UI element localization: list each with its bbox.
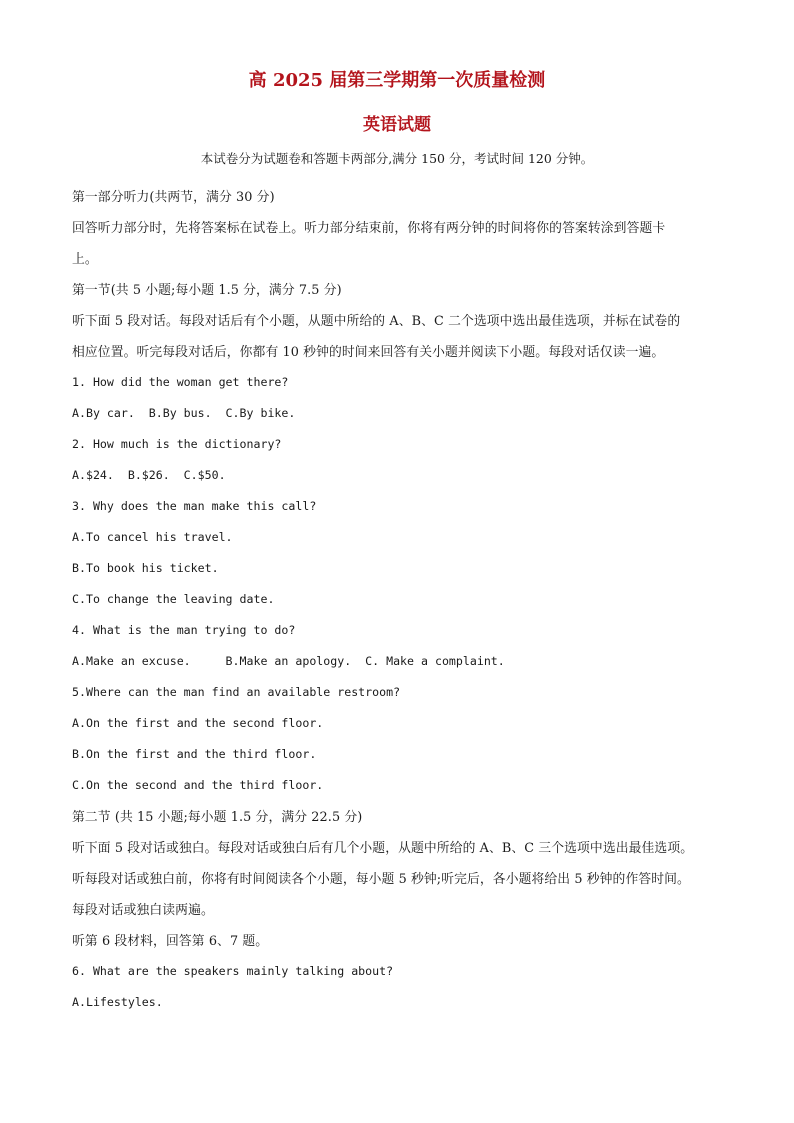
instruction-line: 听第 6 段材料，回答第 6、7 题。 (72, 934, 269, 949)
question: 2. How much is the dictionary? (72, 436, 282, 451)
instruction-line: 相应位置。听完每段对话后，你都有 10 秒钟的时间来回答有关小题并阅读下小题。每段对话仅读一遍。 (72, 345, 665, 360)
answer-options: A.By car. B.By bus. C.By bike. (72, 405, 296, 420)
answer-option: A.To cancel his travel. (72, 529, 233, 544)
question: 1. How did the woman get there? (72, 374, 289, 389)
instruction-line: 听每段对话或独白前，你将有时间阅读各个小题，每小题 5 秒钟;听完后，各小题将给出 5 秒钟的作答时间。 (72, 872, 690, 887)
section-heading: 第一节(共 5 小题;每小题 1.5 分，满分 7.5 分) (72, 283, 342, 298)
question: 6. What are the speakers mainly talking about? (72, 963, 394, 978)
exam-content (72, 180, 724, 1017)
exam-title: 高 2025 届第三学期第一次质量检测 (248, 70, 546, 91)
question: 4. What is the man trying to do? (72, 622, 296, 637)
instruction-line: 每段对话或独白读两遍。 (72, 903, 214, 918)
answer-option: A.On the first and the second floor. (72, 715, 324, 730)
answer-option: A.Lifestyles. (72, 994, 163, 1009)
answer-options: A.Make an excuse. B.Make an apology. C. Make a complaint. (72, 653, 505, 668)
answer-option: C.On the second and the third floor. (72, 777, 324, 792)
exam-subtitle: 英语试题 (363, 115, 431, 135)
question: 3. Why does the man make this call? (72, 498, 317, 513)
answer-options: A.$24. B.$26. C.$50. (72, 467, 226, 482)
answer-option: B.On the first and the third floor. (72, 746, 317, 761)
section-heading: 第二节 (共 15 小题;每小题 1.5 分，满分 22.5 分) (72, 810, 363, 825)
question: 5.Where can the man find an available restroom? (72, 684, 401, 699)
instruction-line: 听下面 5 段对话或独白。每段对话或独白后有几个小题，从题中所给的 A、B、C 三个选项中选出最佳选项。 (72, 841, 694, 856)
instruction-line: 回答听力部分时，先将答案标在试卷上。听力部分结束前，你将有两分钟的时间将你的答案转涂到答题卡 (72, 221, 666, 236)
instruction-line: 上。 (72, 252, 98, 267)
instruction-line: 听下面 5 段对话。每段对话后有个小题，从题中所给的 A、B、C 二个选项中选出最佳选项，并标在试卷的 (72, 314, 681, 329)
answer-option: B.To book his ticket. (72, 560, 219, 575)
section-heading: 第一部分听力(共两节，满分 30 分) (72, 190, 275, 205)
exam-note: 本试卷分为试题卷和答题卡两部分,满分 150 分，考试时间 120 分钟。 (200, 151, 594, 166)
answer-option: C.To change the leaving date. (72, 591, 275, 606)
